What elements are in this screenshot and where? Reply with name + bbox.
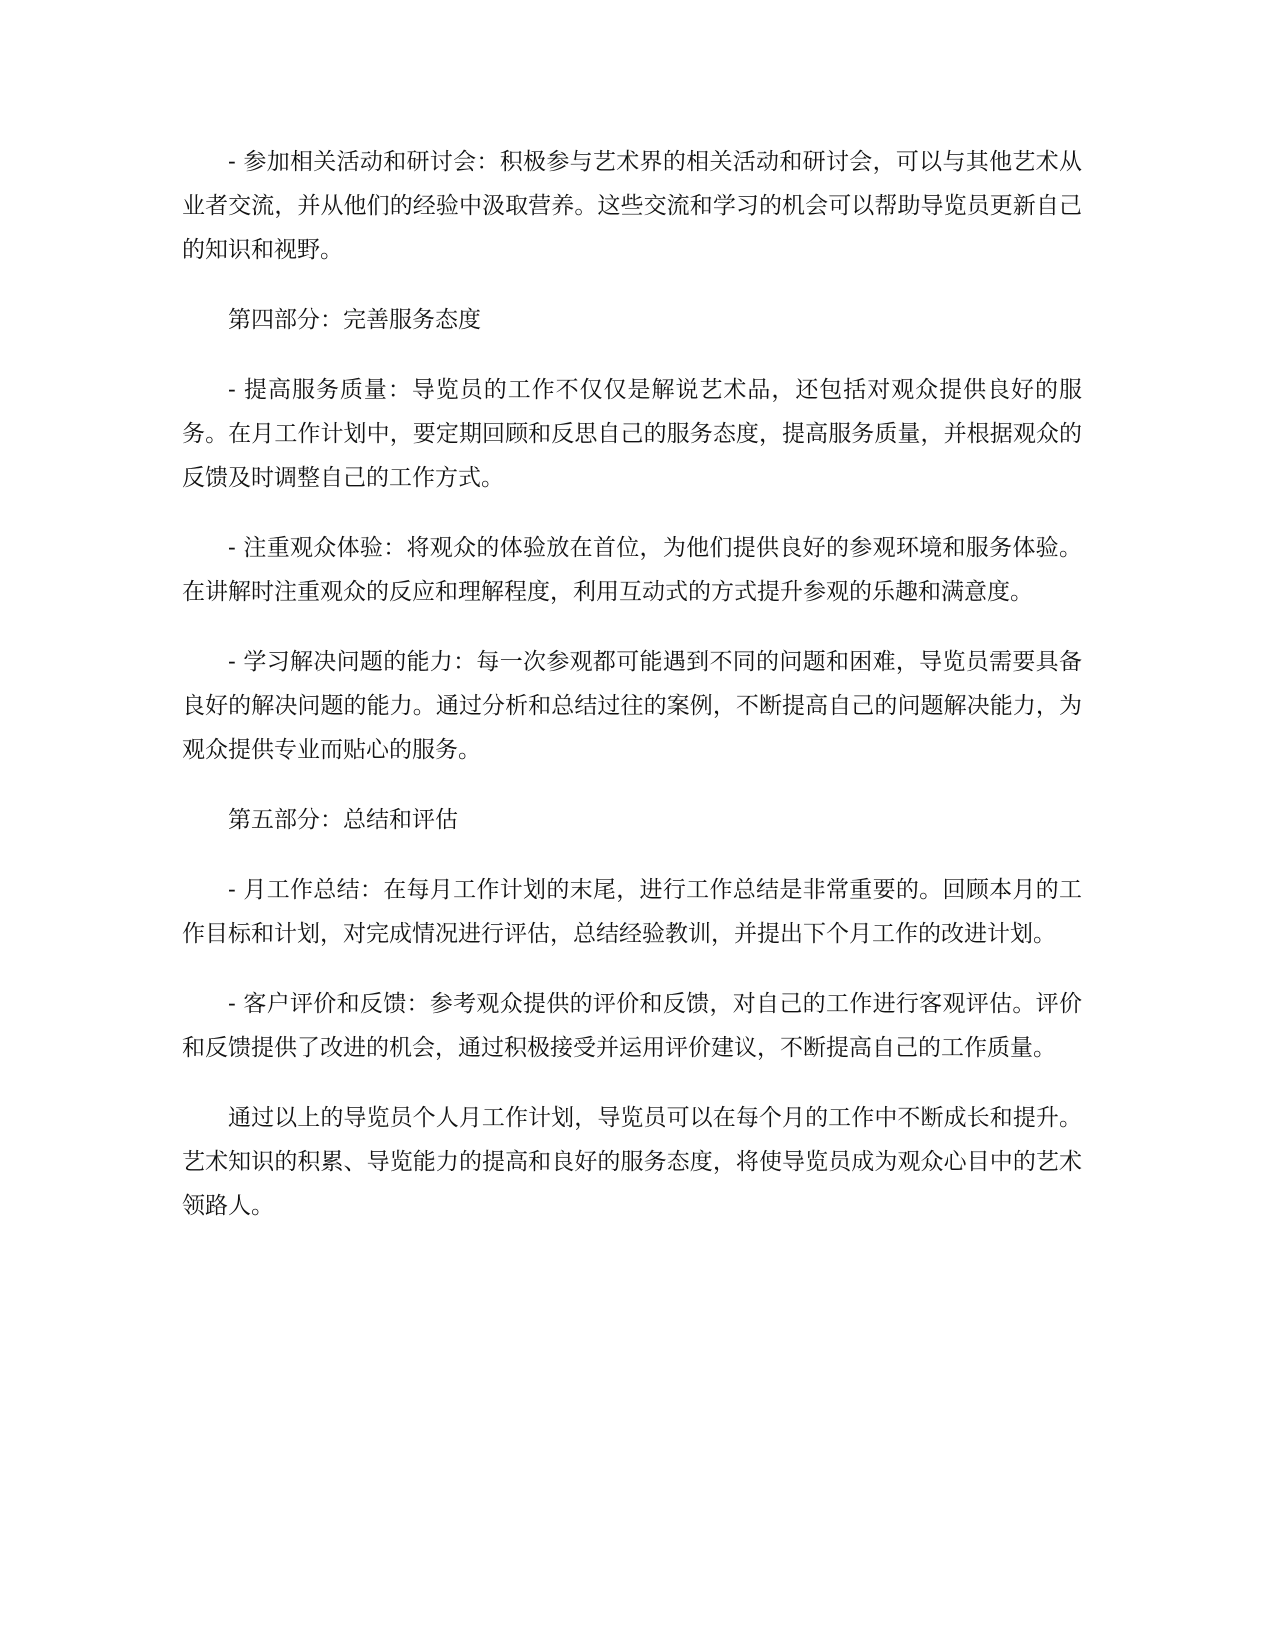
paragraph-monthly-summary: - 月工作总结：在每月工作计划的末尾，进行工作总结是非常重要的。回顾本月的工作目标和计划，对完成情况进行评估，总结经验教训，并提出下个月工作的改进计划。 xyxy=(182,877,1082,947)
paragraph-audience-experience: - 注重观众体验：将观众的体验放在首位，为他们提供良好的参观环境和服务体验。在讲解时注重观众的反应和理解程度，利用互动式的方式提升参观的乐趣和满意度。 xyxy=(182,535,1082,605)
paragraph-problem-solving: - 学习解决问题的能力：每一次参观都可能遇到不同的问题和困难，导览员需要具备良好的解决问题的能力。通过分析和总结过往的案例，不断提高自己的问题解决能力，为观众提供专业而贴心的服务。 xyxy=(182,649,1082,763)
section-heading-part-five: 第五部分：总结和评估 xyxy=(228,807,458,833)
document-page xyxy=(182,140,1082,1254)
paragraph-service-quality: - 提高服务质量：导览员的工作不仅仅是解说艺术品，还包括对观众提供良好的服务。在月工作计划中，要定期回顾和反思自己的服务态度，提高服务质量，并根据观众的反馈及时调整自己的工作方式。 xyxy=(182,377,1082,491)
paragraph-activities-seminars: - 参加相关活动和研讨会：积极参与艺术界的相关活动和研讨会，可以与其他艺术从业者交流，并从他们的经验中汲取营养。这些交流和学习的机会可以帮助导览员更新自己的知识和视野。 xyxy=(182,149,1082,263)
paragraph-customer-feedback: - 客户评价和反馈：参考观众提供的评价和反馈，对自己的工作进行客观评估。评价和反馈提供了改进的机会，通过积极接受并运用评价建议，不断提高自己的工作质量。 xyxy=(182,991,1082,1061)
paragraph-conclusion: 通过以上的导览员个人月工作计划，导览员可以在每个月的工作中不断成长和提升。艺术知识的积累、导览能力的提高和良好的服务态度，将使导览员成为观众心目中的艺术领路人。 xyxy=(182,1105,1082,1219)
section-heading-part-four: 第四部分：完善服务态度 xyxy=(228,307,481,333)
